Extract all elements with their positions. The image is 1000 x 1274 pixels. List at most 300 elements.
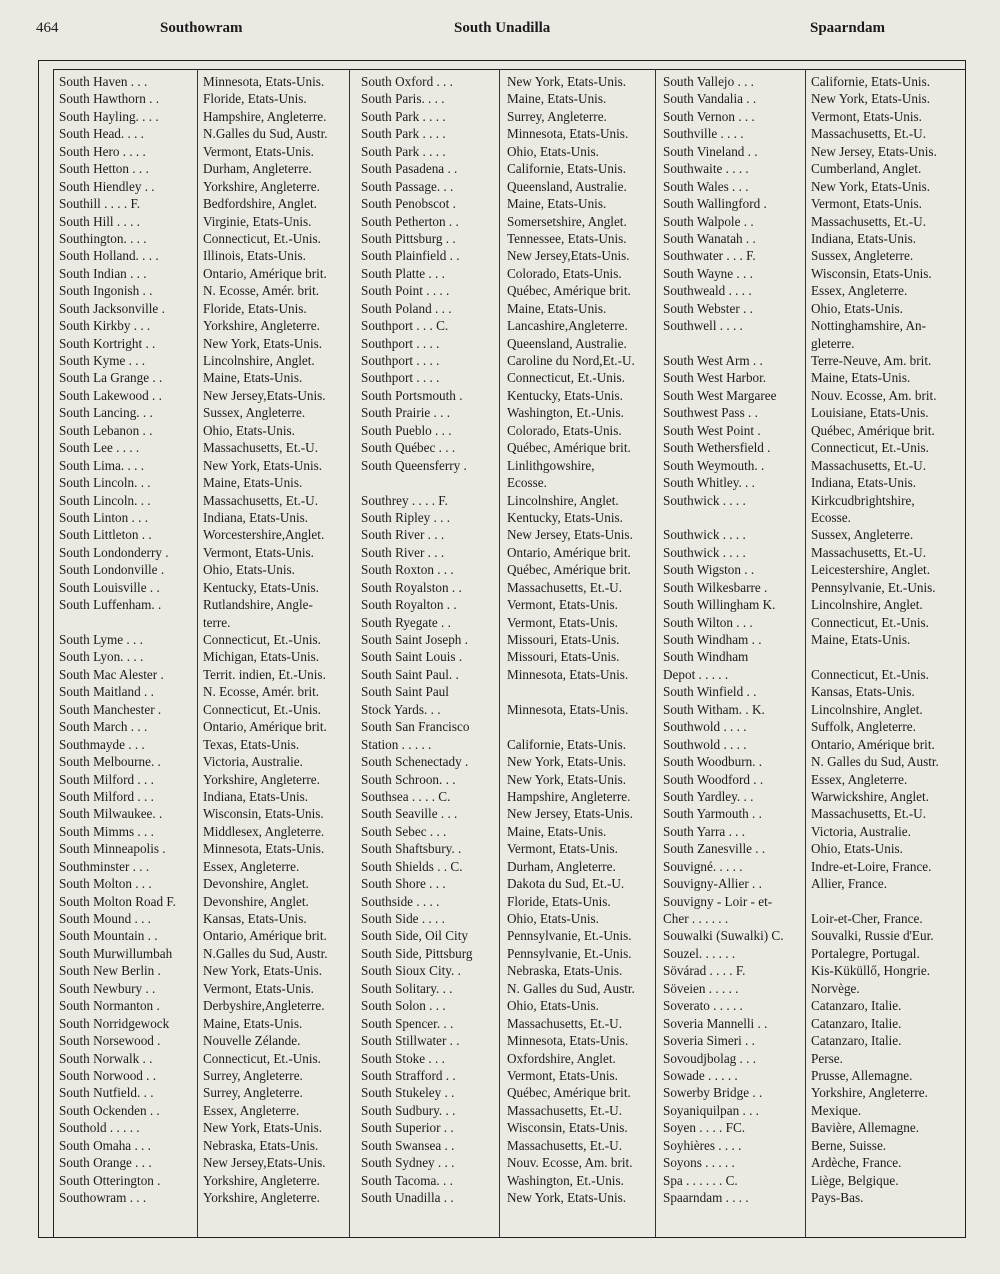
entry-place: New Jersey, Etats-Unis. xyxy=(507,527,633,543)
entry-name: Stock Yards. . . xyxy=(361,701,441,717)
entry-name: Soveria Mannelli . . xyxy=(663,1015,768,1031)
entry-name: South Sebec . . . xyxy=(361,823,447,839)
entry-name: South Windham . . xyxy=(663,632,762,647)
entry-name: South Saint Louis . xyxy=(361,649,463,665)
entry-place: Mexique. xyxy=(811,1102,862,1118)
entry-place: Berne, Suisse. xyxy=(811,1137,887,1153)
entry-place xyxy=(811,893,965,910)
entry-name: South Vandalia . . xyxy=(663,91,757,107)
entry-name: South Schroon. . . xyxy=(361,771,456,787)
entry-place: Kentucky, Etats-Unis. xyxy=(507,509,623,525)
entry-place: New York, Etats-Unis. xyxy=(203,457,323,473)
entry-name: South Point . . . . xyxy=(361,283,450,299)
entry-name: South Maitland . . xyxy=(59,684,154,700)
entry-name: South West Margaree xyxy=(663,387,777,403)
entry-name: South Orange . . . xyxy=(59,1155,152,1171)
entry-name: Southold . . . . . xyxy=(59,1120,140,1136)
entry-name: South Sioux City. . xyxy=(361,963,461,979)
entry-name: South Milford . . . xyxy=(59,771,154,787)
entry-place: Ontario, Amérique brit. xyxy=(507,544,631,560)
entry-place: Minnesota, Etats-Unis. xyxy=(507,701,629,717)
entry-place: Québec, Amérique brit. xyxy=(507,562,631,578)
entry-name: South Lancing. . . xyxy=(59,405,153,421)
entry-name: South New Berlin . xyxy=(59,963,161,979)
entry-place: Indre-et-Loire, France. xyxy=(811,858,932,874)
entry-place: terre. xyxy=(203,614,231,630)
entry-place: Floride, Etats-Unis. xyxy=(203,300,307,316)
entry-place: Devonshire, Anglet. xyxy=(203,876,309,892)
entry-name: South Lima. . . . xyxy=(59,457,144,473)
entry-name: South Mimms . . . xyxy=(59,823,154,839)
entry-name: Southport . . . . xyxy=(361,353,440,368)
entry-name: South Norwalk . . xyxy=(59,1050,153,1066)
entry-place: Lincolnshire, Anglet. xyxy=(811,597,923,613)
entry-place: Victoria, Australie. xyxy=(203,754,303,770)
center-running-head: South Unadilla xyxy=(454,20,551,36)
entry-place: Massachusetts, Et.-U. xyxy=(811,806,927,822)
entry-name: South Walpole . . xyxy=(663,213,754,229)
entry-place: Massachusetts, Et.-U. xyxy=(507,1015,623,1031)
entry-place: Vermont, Etats-Unis. xyxy=(507,597,618,613)
table-left-rule xyxy=(53,69,54,1237)
entry-place: Maine, Etats-Unis. xyxy=(811,370,911,386)
entry-place: Québec, Amérique brit. xyxy=(507,283,631,299)
entry-place: Lincolnshire, Anglet. xyxy=(507,492,619,508)
entry-name: South Witham. . K. xyxy=(663,701,765,717)
entry-name: South Shields . . C. xyxy=(361,858,463,874)
entry-name: South Wales . . . xyxy=(663,178,749,194)
entry-name: South Lyon. . . . xyxy=(59,649,144,665)
entry-name: South Londonville . xyxy=(59,562,165,578)
entry-name: South March . . . xyxy=(59,719,148,735)
entry-name: Southport . . . . xyxy=(361,335,440,351)
entry-name: Soyen . . . . FC. xyxy=(663,1120,746,1136)
entry-name: South Paris. . . . xyxy=(361,91,445,107)
entry-place: Missouri, Etats-Unis. xyxy=(507,649,620,665)
right-running-head: Spaarndam xyxy=(810,20,886,36)
entry-name: Souwalki (Suwalki) C. xyxy=(663,928,784,944)
entry-place: New Jersey,Etats-Unis. xyxy=(203,1155,326,1171)
name-column-3 xyxy=(663,73,803,1206)
entry-name: South Louisville . . xyxy=(59,579,160,595)
entry-place: Massachusetts, Et.-U. xyxy=(811,126,927,142)
entry-name: South La Grange . . xyxy=(59,370,163,386)
entry-name: Sowerby Bridge . . xyxy=(663,1085,763,1101)
entry-place: Bedfordshire, Anglet. xyxy=(203,196,317,212)
name-column-2 xyxy=(361,73,497,1206)
entry-name: South Québec . . . xyxy=(361,440,456,456)
entry-place: Kansas, Etats-Unis. xyxy=(811,684,915,700)
entry-place: Vermont, Etats-Unis. xyxy=(811,108,922,124)
entry-name: South River . . . xyxy=(361,544,445,560)
entry-name: South Otterington . xyxy=(59,1172,161,1188)
entry-name: Southington. . . . xyxy=(59,230,147,246)
entry-name: Soverato . . . . . xyxy=(663,998,743,1014)
entry-name: Depot . . . . . xyxy=(663,666,729,682)
entry-place: Queensland, Australie. xyxy=(507,178,627,194)
entry-name: South Saint Paul xyxy=(361,684,449,700)
entry-place: Massachusetts, Et.-U. xyxy=(203,440,319,456)
column-divider xyxy=(805,69,806,1237)
entry-place: Middlesex, Angleterre. xyxy=(203,823,325,839)
entry-place: Maine, Etats-Unis. xyxy=(507,196,607,212)
entry-name: Sovoudjbolag . . . xyxy=(663,1050,757,1066)
entry-name: South Stukeley . . xyxy=(361,1085,455,1101)
entry-name: South Webster . . xyxy=(663,300,753,316)
entry-name: Southwick . . . . xyxy=(663,544,746,560)
entry-name: South West Harbor. xyxy=(663,370,767,386)
entry-place: Hampshire, Angleterre. xyxy=(507,788,631,804)
entry-place: Colorado, Etats-Unis. xyxy=(507,422,622,438)
entry-place: Maine, Etats-Unis. xyxy=(203,475,303,491)
entry-place: Floride, Etats-Unis. xyxy=(507,893,611,909)
entry-place: New York, Etats-Unis. xyxy=(507,771,627,787)
column-divider xyxy=(349,69,350,1237)
entry-name: South Spencer. . . xyxy=(361,1015,454,1031)
entry-name: South Park . . . . xyxy=(361,108,446,124)
entry-name: Southsea . . . . C. xyxy=(361,788,451,804)
entry-name: Spaarndam . . . . xyxy=(663,1190,749,1205)
entry-name: South Woodburn. . xyxy=(663,754,763,770)
name-column-1 xyxy=(59,73,195,1206)
entry-name: South Hero . . . . xyxy=(59,143,146,159)
entry-place: Ecosse. xyxy=(507,475,547,491)
entry-place: Essex, Angleterre. xyxy=(203,858,300,874)
entry-name: South Whitley. . . xyxy=(663,475,755,491)
entry-name: South Norridgewock xyxy=(59,1015,170,1031)
entry-place: Loir-et-Cher, France. xyxy=(811,911,923,926)
entry-place: Surrey, Angleterre. xyxy=(203,1085,303,1101)
entry-place: Surrey, Angleterre. xyxy=(507,108,607,124)
entry-name: Southrey . . . . F. xyxy=(361,492,448,508)
entry-name xyxy=(663,509,803,526)
entry-place: Californie, Etats-Unis. xyxy=(507,736,627,752)
entry-place: New York, Etats-Unis. xyxy=(507,1190,627,1205)
entry-place xyxy=(507,683,653,700)
entry-name: South Platte . . . xyxy=(361,265,445,281)
entry-place: Ontario, Amérique brit. xyxy=(203,719,327,735)
entry-name: South Newbury . . xyxy=(59,980,156,996)
entry-place: Sussex, Angleterre. xyxy=(203,405,306,421)
entry-name: South Schenectady . xyxy=(361,754,469,770)
entry-name: South Portsmouth . xyxy=(361,387,463,403)
entry-place: Nouv. Ecosse, Am. brit. xyxy=(507,1155,633,1171)
entry-name: South Vernon . . . xyxy=(663,108,755,124)
entry-place: Minnesota, Etats-Unis. xyxy=(507,126,629,142)
entry-place: Massachusetts, Et.-U. xyxy=(811,213,927,229)
entry-place: Connecticut, Et.-Unis. xyxy=(811,440,929,456)
entry-place: Essex, Angleterre. xyxy=(203,1102,300,1118)
entry-name: Sowade . . . . . xyxy=(663,1067,738,1083)
entry-name: South Ockenden . . xyxy=(59,1102,160,1118)
entry-name: South Minneapolis . xyxy=(59,841,166,857)
entry-name: Southport . . . . xyxy=(361,370,440,386)
entry-place: Michigan, Etats-Unis. xyxy=(203,649,320,665)
entry-name: South Pueblo . . . xyxy=(361,422,452,438)
entry-name: South Melbourne. . xyxy=(59,754,161,770)
entry-place: Nouv. Ecosse, Am. brit. xyxy=(811,387,937,403)
entry-place: Essex, Angleterre. xyxy=(811,771,908,787)
entry-name: South Unadilla . . xyxy=(361,1190,454,1205)
entry-name: South Roxton . . . xyxy=(361,562,454,578)
entry-name: South Murwillumbah xyxy=(59,945,173,961)
entry-place: New Jersey, Etats-Unis. xyxy=(507,806,633,822)
entry-place: Ohio, Etats-Unis. xyxy=(811,841,903,857)
entry-name: Spa . . . . . . C. xyxy=(663,1172,738,1188)
entry-place: Hampshire, Angleterre. xyxy=(203,108,327,124)
entry-place: Essex, Angleterre. xyxy=(811,283,908,299)
entry-name: Southowram . . . xyxy=(59,1190,147,1205)
entry-place: Indiana, Etats-Unis. xyxy=(203,788,309,804)
entry-place: Suffolk, Angleterre. xyxy=(811,719,916,735)
entry-name: South Yardley. . . xyxy=(663,788,754,804)
entry-place: Vermont, Etats-Unis. xyxy=(203,980,314,996)
entry-place: gleterre. xyxy=(811,335,855,351)
entry-place: Missouri, Etats-Unis. xyxy=(507,632,620,647)
entry-name: South Woodford . . xyxy=(663,771,764,787)
entry-place: Warwickshire, Anglet. xyxy=(811,788,929,804)
entry-name: South Wilton . . . xyxy=(663,614,753,630)
entry-place: Ontario, Amérique brit. xyxy=(203,928,327,944)
entry-name: South Mac Alester . xyxy=(59,666,164,682)
entry-name: South West Point . xyxy=(663,422,761,438)
entry-name: Cher . . . . . . xyxy=(663,911,729,926)
entry-place: N. Galles du Sud, Austr. xyxy=(507,980,635,996)
entry-name: South Saint Paul. . xyxy=(361,666,459,682)
entry-place: Californie, Etats-Unis. xyxy=(811,74,931,89)
entry-name: South Milwaukee. . xyxy=(59,806,163,822)
entry-place: Cumberland, Anglet. xyxy=(811,161,922,177)
entry-place: Minnesota, Etats-Unis. xyxy=(203,841,325,857)
entry-name: South Side, Pittsburg xyxy=(361,945,473,961)
entry-place: Connecticut, Et.-Unis. xyxy=(203,1050,321,1066)
place-column-3 xyxy=(811,73,965,1206)
entry-place: Surrey, Angleterre. xyxy=(203,1067,303,1083)
entry-name: Southmayde . . . xyxy=(59,736,145,752)
entry-place: Durham, Angleterre. xyxy=(203,161,312,177)
entry-place: Dakota du Sud, Et.-U. xyxy=(507,876,625,892)
entry-place: New Jersey,Etats-Unis. xyxy=(203,387,326,403)
entry-name: Souvigny-Allier . . xyxy=(663,876,762,892)
entry-place: Washington, Et.-Unis. xyxy=(507,405,624,421)
entry-place: Portalegre, Portugal. xyxy=(811,945,920,961)
entry-place: Massachusetts, Et.-U. xyxy=(507,1137,623,1153)
entry-place: Ohio, Etats-Unis. xyxy=(507,911,599,926)
entry-name: South Hiendley . . xyxy=(59,178,155,194)
entry-name: South Mountain . . xyxy=(59,928,158,944)
entry-name: South Wallingford . xyxy=(663,196,767,212)
entry-name: South Superior . . xyxy=(361,1120,454,1136)
entry-place: Massachusetts, Et.-U. xyxy=(507,1102,623,1118)
entry-name: Southwest Pass . . xyxy=(663,405,758,421)
entry-place: Yorkshire, Angleterre. xyxy=(203,1172,320,1188)
entry-place: Québec, Amérique brit. xyxy=(507,440,631,456)
entry-name: South Park . . . . xyxy=(361,126,446,142)
place-column-2 xyxy=(507,73,653,1206)
entry-place: Colorado, Etats-Unis. xyxy=(507,265,622,281)
entry-name: South Seaville . . . xyxy=(361,806,458,822)
entry-place: Pays-Bas. xyxy=(811,1190,864,1205)
place-column-1 xyxy=(203,73,349,1206)
entry-place: Sussex, Angleterre. xyxy=(811,527,914,543)
entry-name: South Passage. . . xyxy=(361,178,454,194)
entry-name: South Winfield . . xyxy=(663,684,757,700)
entry-place: Perse. xyxy=(811,1050,843,1066)
entry-name: South Swansea . . xyxy=(361,1137,455,1153)
entry-name: South Lincoln. . . xyxy=(59,492,151,508)
entry-name: South Stillwater . . xyxy=(361,1033,460,1049)
entry-name: South Vallejo . . . xyxy=(663,74,754,89)
entry-name: South Solon . . . xyxy=(361,998,446,1014)
entry-name: South Zanesville . . xyxy=(663,841,766,857)
entry-place: Leicestershire, Anglet. xyxy=(811,562,931,578)
entry-name: South Vineland . . xyxy=(663,143,758,159)
entry-place: Territ. indien, Et.-Unis. xyxy=(203,666,326,682)
entry-name: South Lyme . . . xyxy=(59,632,143,647)
entry-name: Southwaite . . . . xyxy=(663,161,749,177)
left-running-head: Southowram xyxy=(160,20,243,36)
entry-place: New York, Etats-Unis. xyxy=(507,754,627,770)
entry-place: N. Ecosse, Amér. brit. xyxy=(203,283,320,299)
entry-place: Illinois, Etats-Unis. xyxy=(203,248,306,264)
entry-place: Texas, Etats-Unis. xyxy=(203,736,300,752)
entry-place: Oxfordshire, Anglet. xyxy=(507,1050,616,1066)
entry-name: South Londonderry . xyxy=(59,544,169,560)
entry-name: South Sydney . . . xyxy=(361,1155,455,1171)
entry-name: Station . . . . . xyxy=(361,736,432,752)
entry-name: South Willingham K. xyxy=(663,597,776,613)
entry-place: Minnesota, Etats-Unis. xyxy=(507,1033,629,1049)
entry-name: South Kirkby . . . xyxy=(59,318,151,334)
entry-name: South Hawthorn . . xyxy=(59,91,160,107)
entry-name xyxy=(59,614,195,631)
entry-name: South Oxford . . . xyxy=(361,74,453,89)
entry-name: South Yarmouth . . xyxy=(663,806,762,822)
entry-place: Ardèche, France. xyxy=(811,1155,902,1171)
entry-name: South Tacoma. . . xyxy=(361,1172,453,1188)
entry-place: Maine, Etats-Unis. xyxy=(507,823,607,839)
entry-name: Southwater . . . F. xyxy=(663,248,756,264)
entry-name: South Pasadena . . xyxy=(361,161,458,177)
entry-name: South Royalton . . xyxy=(361,597,457,613)
entry-place: Ohio, Etats-Unis. xyxy=(203,422,295,438)
entry-place: Connecticut, Et.-Unis. xyxy=(203,632,321,647)
entry-name: South Queensferry . xyxy=(361,457,467,473)
entry-name: South Nutfield. . . xyxy=(59,1085,154,1101)
entry-place: Ontario, Amérique brit. xyxy=(811,736,935,752)
entry-name: South Royalston . . xyxy=(361,579,462,595)
entry-place: Tennessee, Etats-Unis. xyxy=(507,230,627,246)
entry-place: Vermont, Etats-Unis. xyxy=(507,1067,618,1083)
entry-place: Pennsylvanie, Et.-Unis. xyxy=(507,928,632,944)
entry-name: South Holland. . . . xyxy=(59,248,159,264)
entry-place: Maine, Etats-Unis. xyxy=(203,1015,303,1031)
entry-name: South Plainfield . . xyxy=(361,248,460,264)
entry-name: South Molton . . . xyxy=(59,876,152,892)
entry-place: Yorkshire, Angleterre. xyxy=(811,1085,928,1101)
entry-place: Catanzaro, Italie. xyxy=(811,1033,902,1049)
entry-place: New Jersey,Etats-Unis. xyxy=(507,248,630,264)
entry-name: South Kortright . . xyxy=(59,335,156,351)
entry-name: South Ingonish . . xyxy=(59,283,153,299)
entry-place: Massachusetts, Et.-U. xyxy=(507,579,623,595)
entry-name: South Wayne . . . xyxy=(663,265,753,281)
entry-place: Yorkshire, Angleterre. xyxy=(203,178,320,194)
entry-name: South Side . . . . xyxy=(361,911,445,926)
entry-name: South Jacksonville . xyxy=(59,300,165,316)
entry-name: South Wanatah . . xyxy=(663,230,756,246)
entry-name: South Yarra . . . xyxy=(663,823,746,839)
entry-name: South River . . . xyxy=(361,527,445,543)
entry-name: South Haven . . . xyxy=(59,74,148,89)
entry-place: N.Galles du Sud, Austr. xyxy=(203,126,328,142)
entry-place: Yorkshire, Angleterre. xyxy=(203,771,320,787)
entry-name: South San Francisco xyxy=(361,719,470,735)
entry-place: Nouvelle Zélande. xyxy=(203,1033,301,1049)
entry-place: Massachusetts, Et.-U. xyxy=(203,492,319,508)
entry-place: Catanzaro, Italie. xyxy=(811,998,902,1014)
entry-place: Ohio, Etats-Unis. xyxy=(507,143,599,159)
page-header xyxy=(36,18,966,44)
entry-name: Soyaniquilpan . . . xyxy=(663,1102,759,1118)
entry-name: Southport . . . C. xyxy=(361,318,449,334)
entry-place: Virginie, Etats-Unis. xyxy=(203,213,312,229)
entry-place: Connecticut, Et.-Unis. xyxy=(811,666,929,682)
entry-name: South Normanton . xyxy=(59,998,160,1014)
entry-place: Louisiane, Etats-Unis. xyxy=(811,405,929,421)
entry-place: Worcestershire,Anglet. xyxy=(203,527,325,543)
entry-name: Soyhières . . . . xyxy=(663,1137,742,1153)
column-divider xyxy=(197,69,198,1237)
entry-name: South Linton . . . xyxy=(59,509,149,525)
entry-place xyxy=(507,718,653,735)
gazetteer-table xyxy=(38,60,966,1238)
entry-name: South Luffenham. . xyxy=(59,597,162,613)
entry-place: Bavière, Allemagne. xyxy=(811,1120,920,1136)
entry-place: Lincolnshire, Anglet. xyxy=(203,353,315,368)
table-top-rule xyxy=(53,69,965,70)
entry-place: Liège, Belgique. xyxy=(811,1172,899,1188)
entry-place xyxy=(811,648,965,665)
entry-place: Québec, Amérique brit. xyxy=(811,422,935,438)
entry-place: Vermont, Etats-Unis. xyxy=(507,614,618,630)
entry-place: Californie, Etats-Unis. xyxy=(507,161,627,177)
entry-name: South Indian . . . xyxy=(59,265,147,281)
entry-place: Caroline du Nord,Et.-U. xyxy=(507,353,635,368)
entry-place: New York, Etats-Unis. xyxy=(811,91,931,107)
entry-place: Yorkshire, Angleterre. xyxy=(203,318,320,334)
entry-place: Ohio, Etats-Unis. xyxy=(203,562,295,578)
entry-place: Minnesota, Etats-Unis. xyxy=(203,74,325,89)
entry-name: Southwold . . . . xyxy=(663,719,747,735)
entry-name: South Petherton . . xyxy=(361,213,459,229)
entry-name: South Wigston . . xyxy=(663,562,755,578)
entry-place: Minnesota, Etats-Unis. xyxy=(507,666,629,682)
entry-name: South Prairie . . . xyxy=(361,405,451,421)
entry-name: South Strafford . . xyxy=(361,1067,456,1083)
entry-name: Söveien . . . . . xyxy=(663,980,739,996)
entry-name: South Park . . . . xyxy=(361,143,446,159)
entry-place: Vermont, Etats-Unis. xyxy=(507,841,618,857)
entry-place: Ohio, Etats-Unis. xyxy=(811,300,903,316)
entry-name: South Kyme . . . xyxy=(59,353,146,368)
entry-place: Nottinghamshire, An- xyxy=(811,318,927,334)
entry-name: South Lakewood . . xyxy=(59,387,162,403)
entry-place: Rutlandshire, Angle- xyxy=(203,597,313,613)
entry-place: Kentucky, Etats-Unis. xyxy=(507,387,623,403)
entry-place: Maine, Etats-Unis. xyxy=(811,632,911,647)
entry-name: South Saint Joseph . xyxy=(361,632,468,647)
